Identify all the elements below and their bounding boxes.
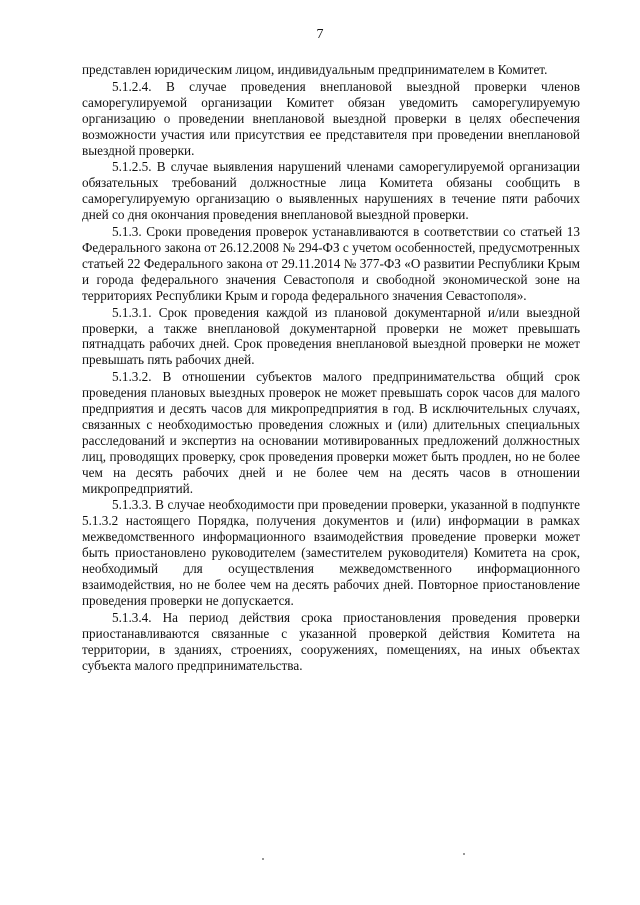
paragraph-5-1-2-5: 5.1.2.5. В случае выявления нарушений членами саморегулируемой организации обязательных требований должностные лица Комитета обязаны сообщить в саморегулируемую организацию о выявленных нарушениях в течение пяти рабочих дней со дня окончания проведения внеплановой выездной проверки. [82,159,580,223]
paragraph-5-1-3-3: 5.1.3.3. В случае необходимости при проведении проверки, указанной в подпункте 5.1.3.2 настоящего Порядка, получения документов и (или) информации в рамках межведомственного информационного взаимодействия проведение проверки может быть приостановлено руководителем (заместителем руководителя) Комитета на срок, необходимый для осуществления межведомственного информационного взаимодействия, но не более чем на десять рабочих дней. Повторное приостановление проведения проверки не допускается. [82,497,580,608]
paragraph-5-1-3: 5.1.3. Сроки проведения проверок устанавливаются в соответствии со статьей 13 Федерального закона от 26.12.2008 № 294-ФЗ с учетом особенностей, предусмотренных статьей 22 Федерального закона от 29.11.2014 № 377-ФЗ «О развитии Республики Крым и города федерального значения Севастополя и свободной экономической зоне на территориях Республики Крым и города федерального значения Севастополя». [82,224,580,303]
scan-speck [262,858,264,860]
paragraph-5-1-3-1: 5.1.3.1. Срок проведения каждой из плановой документарной и/или выездной проверки, а также внеплановой документарной проверки не может превышать пятнадцать рабочих дней. Срок проведения внеплановой выездной проверки не может превышать пять рабочих дней. [82,304,580,368]
paragraph-5-1-3-2: 5.1.3.2. В отношении субъектов малого предпринимательства общий срок проведения плановых выездных проверок не может превышать сорок часов для малого предприятия и десять часов для микропредприятия в год. В исключительных случаях, связанных с необходимостью проведения сложных и (или) длительных специальных расследований и экспертиз на основании мотивированных предложений должностных лиц, проводящих проверку, срок проведения проверки может быть продлен, но не более чем на десять рабочих дней и не более чем на десять часов в отношении микропредприятий. [82,369,580,496]
paragraph-5-1-2-4: 5.1.2.4. В случае проведения внеплановой выездной проверки членов саморегулируемой организации Комитет обязан уведомить саморегулируемую организацию о проведении внеплановой выездной проверки в целях обеспечения возможности участия или присутствия ее представителя при проведении внеплановой выездной проверки. [82,78,580,158]
document-body [82,62,580,674]
scan-speck [463,853,465,855]
paragraph-continuation: представлен юридическим лицом, индивидуальным предпринимателем в Комитет. [82,62,548,77]
paragraph-5-1-3-4: 5.1.3.4. На период действия срока приостановления проведения проверки приостанавливаются связанные с указанной проверкой действия Комитета на территории, в зданиях, строениях, сооружениях, помещениях, на иных объектах субъекта малого предпринимательства. [82,609,580,673]
page-number: 7 [316,27,324,42]
